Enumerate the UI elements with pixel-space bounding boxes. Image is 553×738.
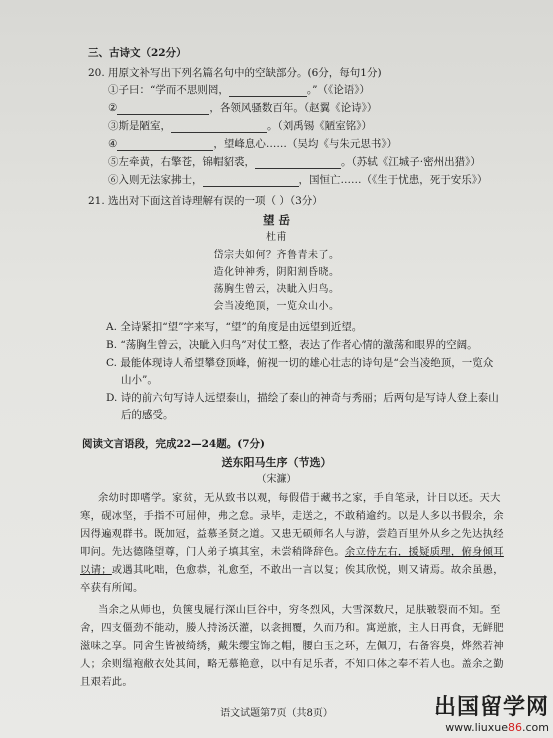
watermark-url-accent: 86 [508,721,522,734]
answer-blank[interactable] [255,168,341,169]
answer-blank[interactable] [117,114,209,115]
q20-stem: 20. 用原文补写出下列名篇名句中的空缺部分。(6分，每句1分) [88,67,382,79]
watermark-logo [434,690,549,734]
answer-blank[interactable] [229,96,307,97]
poem-title: 望 岳 [262,213,290,227]
q20-item-3-pre: ③斯是陋室， [108,120,171,132]
para1-line-5 [80,563,504,577]
q21-option-d: D. 诗的前六句写诗人远望泰山，描绘了泰山的神奇与秀丽；后两句是写诗人登上泰山 [106,392,499,404]
watermark-url-suffix: .com [522,721,549,734]
q20-item-4-post: ，望峰息心……（吴均《与朱元思书》） [213,138,398,150]
q20-item-6-pre: ⑥入则无法家拂士， [108,174,203,186]
q20-item-4-pre: ④ [108,138,118,150]
para2-line-3: 滋味之享。同舍生皆被绮绣，戴朱缨宝饰之帽，腰白玉之环，左佩刀，右备容臭，烨然若神 [80,640,504,652]
watermark-url [434,721,549,734]
q20-item-6 [108,173,488,187]
answer-blank[interactable] [203,186,299,187]
q20-item-1-post: 。”（《论语》） [306,84,370,96]
page-footer: 语文试题第7页（共8页） [220,708,333,719]
q21-option-a: A. 全诗紧扣“望”字来写，“望”的角度是由远望到近望。 [106,321,363,333]
poem-line-3: 荡胸生曾云，决眦入归鸟。 [213,284,340,295]
underlined-sentence-end: 以请； [80,564,112,576]
para1-line-3: 因得遍观群书。既加冠，益慕圣贤之道。又患无硕师名人与游，尝趋百里外从乡之先达执经 [80,528,504,540]
para2-line-1: 当余之从师也，负箧曳屣行深山巨谷中，穷冬烈风，大雪深数尺，足肤皲裂而不知。至 [98,604,501,616]
q21-option-d-cont: 后的感受。 [121,409,174,421]
para2-line-5: 且艰若此。 [80,676,133,688]
q21-stem: 21. 选出对下面这首诗理解有误的一项（ ）（3分） [88,195,323,207]
poem-line-2: 造化钟神秀，阴阳割昏晓。 [213,267,340,278]
poem-line-4: 会当凌绝顶，一览众山小。 [213,301,340,312]
para1-line-6: 卒获有所闻。 [80,582,144,594]
q20-item-5-pre: ⑤左牵黄，右擎苍，锦帽貂裘， [108,156,255,168]
para1-line-2: 寒，砚冰坚，手指不可屈伸，弗之怠。录毕，走送之，不敢稍逾约。以是人多以书假余，余 [80,510,504,522]
q20-item-5-post: 。（苏轼《江城子·密州出猎》） [341,156,481,168]
underlined-sentence: 余立侍左右，援疑质理，俯身倾耳 [344,546,504,558]
reading-stem: 阅读文言语段，完成22—24题。(7分) [82,438,265,450]
section-title: 三、古诗文（22分） [88,47,187,59]
poem-line-1: 岱宗夫如何？齐鲁青未了。 [213,250,340,261]
reading-title: 送东阳马生序（节选） [221,456,332,469]
reading-author: （宋濂） [256,474,297,485]
para2-line-2: 舍，四支僵劲不能动，媵人持汤沃灌，以衾拥覆，久而乃和。寓逆旅，主人日再食，无鲜肥 [80,622,504,634]
poem-author: 杜甫 [266,232,287,243]
q21-option-c-cont: 山小”。 [121,374,158,386]
answer-blank[interactable] [117,150,213,151]
q20-item-3 [108,119,372,133]
q20-item-4 [108,137,397,151]
answer-blank[interactable] [171,132,267,133]
q20-item-1 [108,83,370,97]
q21-option-b: B. “荡胸生曾云，决眦入归鸟”对仗工整，表达了作者心情的激荡和眼界的空阔。 [106,339,478,351]
q20-item-2-post: ，各领风骚数百年。（赵翼《论诗》） [209,102,378,114]
q20-item-6-post: ，国恒亡……（《生于忧患，死于安乐》） [298,174,488,186]
q20-item-3-post: 。（刘禹锡《陋室铭》） [267,120,372,132]
watermark-url-prefix: www.liuxue [445,721,508,734]
q20-item-2 [108,101,377,115]
watermark-title: 出国留学网 [433,695,549,720]
q20-item-1-pre: ①子曰：“学而不思则罔， [108,84,229,96]
para1-line-5-text: 或遇其叱咄，色愈恭，礼愈至，不敢出一言以复；俟其欣悦，则又请焉。故余虽愚， [111,564,504,576]
para1-line-4-text: 叩问。先达德隆望尊，门人弟子填其室，未尝稍降辞色。 [80,546,345,558]
q21-option-c: C. 最能体现诗人希望攀登顶峰，俯视一切的雄心壮志的诗句是“会当凌绝顶，一览众 [106,357,494,369]
q20-item-2-pre: ② [108,102,118,114]
para1-line-4 [80,545,504,559]
para1-line-1: 余幼时即嗜学。家贫，无从致书以观，每假借于藏书之家，手自笔录，计日以还。天大 [98,492,501,504]
q20-item-5 [108,155,481,169]
para2-line-4: 人；余则缊袍敝衣处其间，略无慕艳意，以中有足乐者，不知口体之奉不若人也。盖余之勤 [80,658,504,670]
